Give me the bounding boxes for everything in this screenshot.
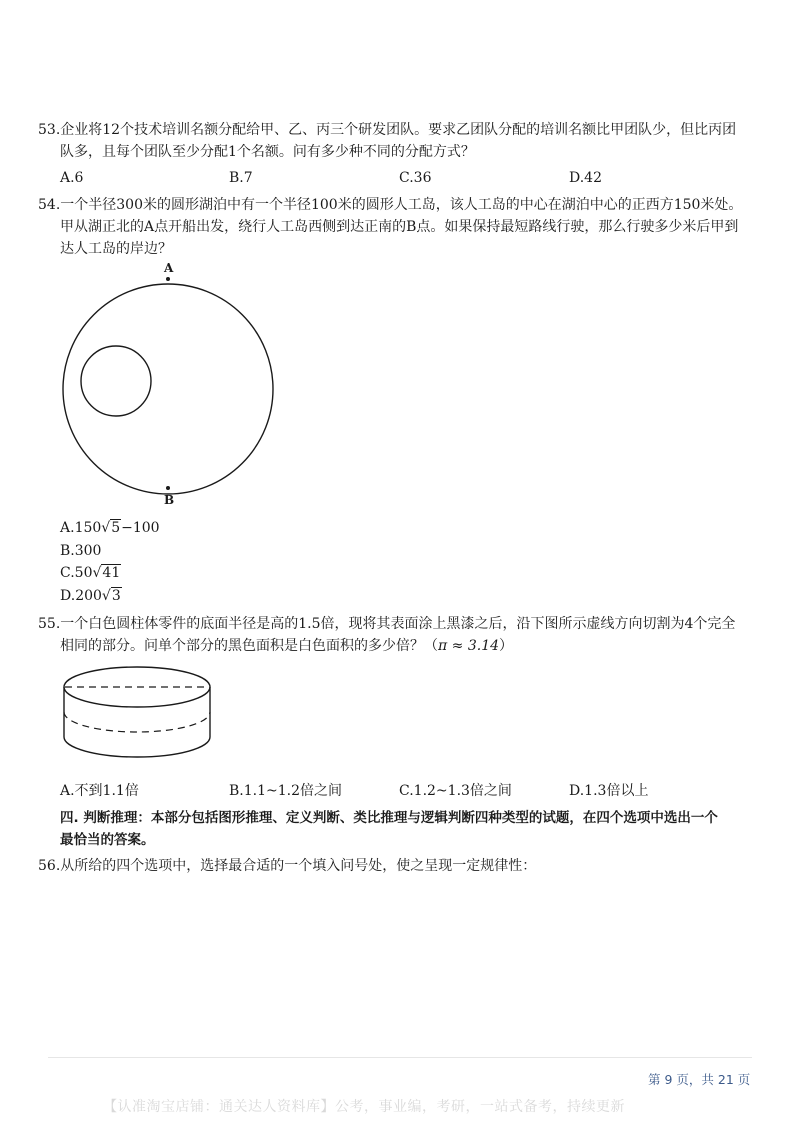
cylinder-bottom	[64, 737, 210, 757]
q55-option-a: A.不到1.1倍	[60, 783, 139, 799]
footer-divider	[48, 1057, 752, 1058]
q53-text-line2: 队多，且每个团队至少分配1个名额。问有多少种不同的分配方式？	[60, 144, 475, 160]
point-b-label: B	[164, 493, 175, 507]
section4-heading-line2: 最恰当的答案。	[60, 832, 155, 848]
pi-approx: π ≈ 3.14	[438, 638, 500, 654]
q53-option-d: D.42	[569, 170, 602, 186]
q55-text-line2: 相同的部分。问单个部分的黑色面积是白色面积的多少倍？（π ≈ 3.14）	[60, 638, 514, 654]
q55-option-d: D.1.3倍以上	[569, 783, 649, 799]
cylinder-diagram	[60, 662, 216, 762]
q54-option-b: B.300	[60, 543, 102, 559]
q55-text-line1: 55.一个白色圆柱体零件的底面半径是高的1.5倍，现将其表面涂上黑漆之后，沿下图所示虚线方向切割为4个完全	[38, 616, 736, 632]
section4-heading-line1: 四. 判断推理：本部分包括图形推理、定义判断、类比推理与逻辑判断四种类型的试题，在四个选项中选出一个	[60, 810, 718, 826]
q54-text-line1: 54.一个半径300米的圆形湖泊中有一个半径100米的圆形人工岛，该人工岛的中心在湖泊中心的正西方150米处。	[38, 197, 743, 213]
q54-option-c: C.50√41	[60, 565, 121, 581]
point-a-label: A	[164, 261, 174, 275]
q55-option-b: B.1.1~1.2倍之间	[229, 783, 342, 799]
lake-circle	[63, 284, 273, 494]
q54-text-line2: 甲从湖正北的A点开船出发，绕行人工岛西侧到达正南的B点。如果保持最短路线行驶，那么行驶多少米后甲到	[60, 219, 739, 235]
q54-text-line3: 达人工岛的岸边？	[60, 241, 172, 257]
point-a-dot	[166, 277, 170, 281]
lake-island-diagram	[56, 258, 286, 508]
q56-text-line1: 56.从所给的四个选项中，选择最合适的一个填入问号处，使之呈现一定规律性：	[38, 858, 537, 874]
q53-option-b: B.7	[229, 170, 253, 186]
q53-text-line1: 53.企业将12个技术培训名额分配给甲、乙、丙三个研发团队。要求乙团队分配的培训名额比甲团队少，但比丙团	[38, 122, 737, 138]
island-circle	[81, 346, 151, 416]
q55-option-c: C.1.2~1.3倍之间	[399, 783, 512, 799]
q53-option-a: A.6	[60, 170, 84, 186]
point-b-dot	[166, 486, 170, 490]
q53-option-c: C.36	[399, 170, 432, 186]
page-number: 第 9 页，共 21 页	[648, 1072, 751, 1087]
q54-option-d: D.200√3	[60, 588, 121, 604]
watermark: 【认准淘宝店铺：通关达人资料库】公考，事业编，考研，一站式备考，持续更新	[103, 1099, 625, 1115]
cut-line-middle	[64, 712, 210, 732]
q54-option-a: A.150√5−100	[60, 520, 160, 536]
